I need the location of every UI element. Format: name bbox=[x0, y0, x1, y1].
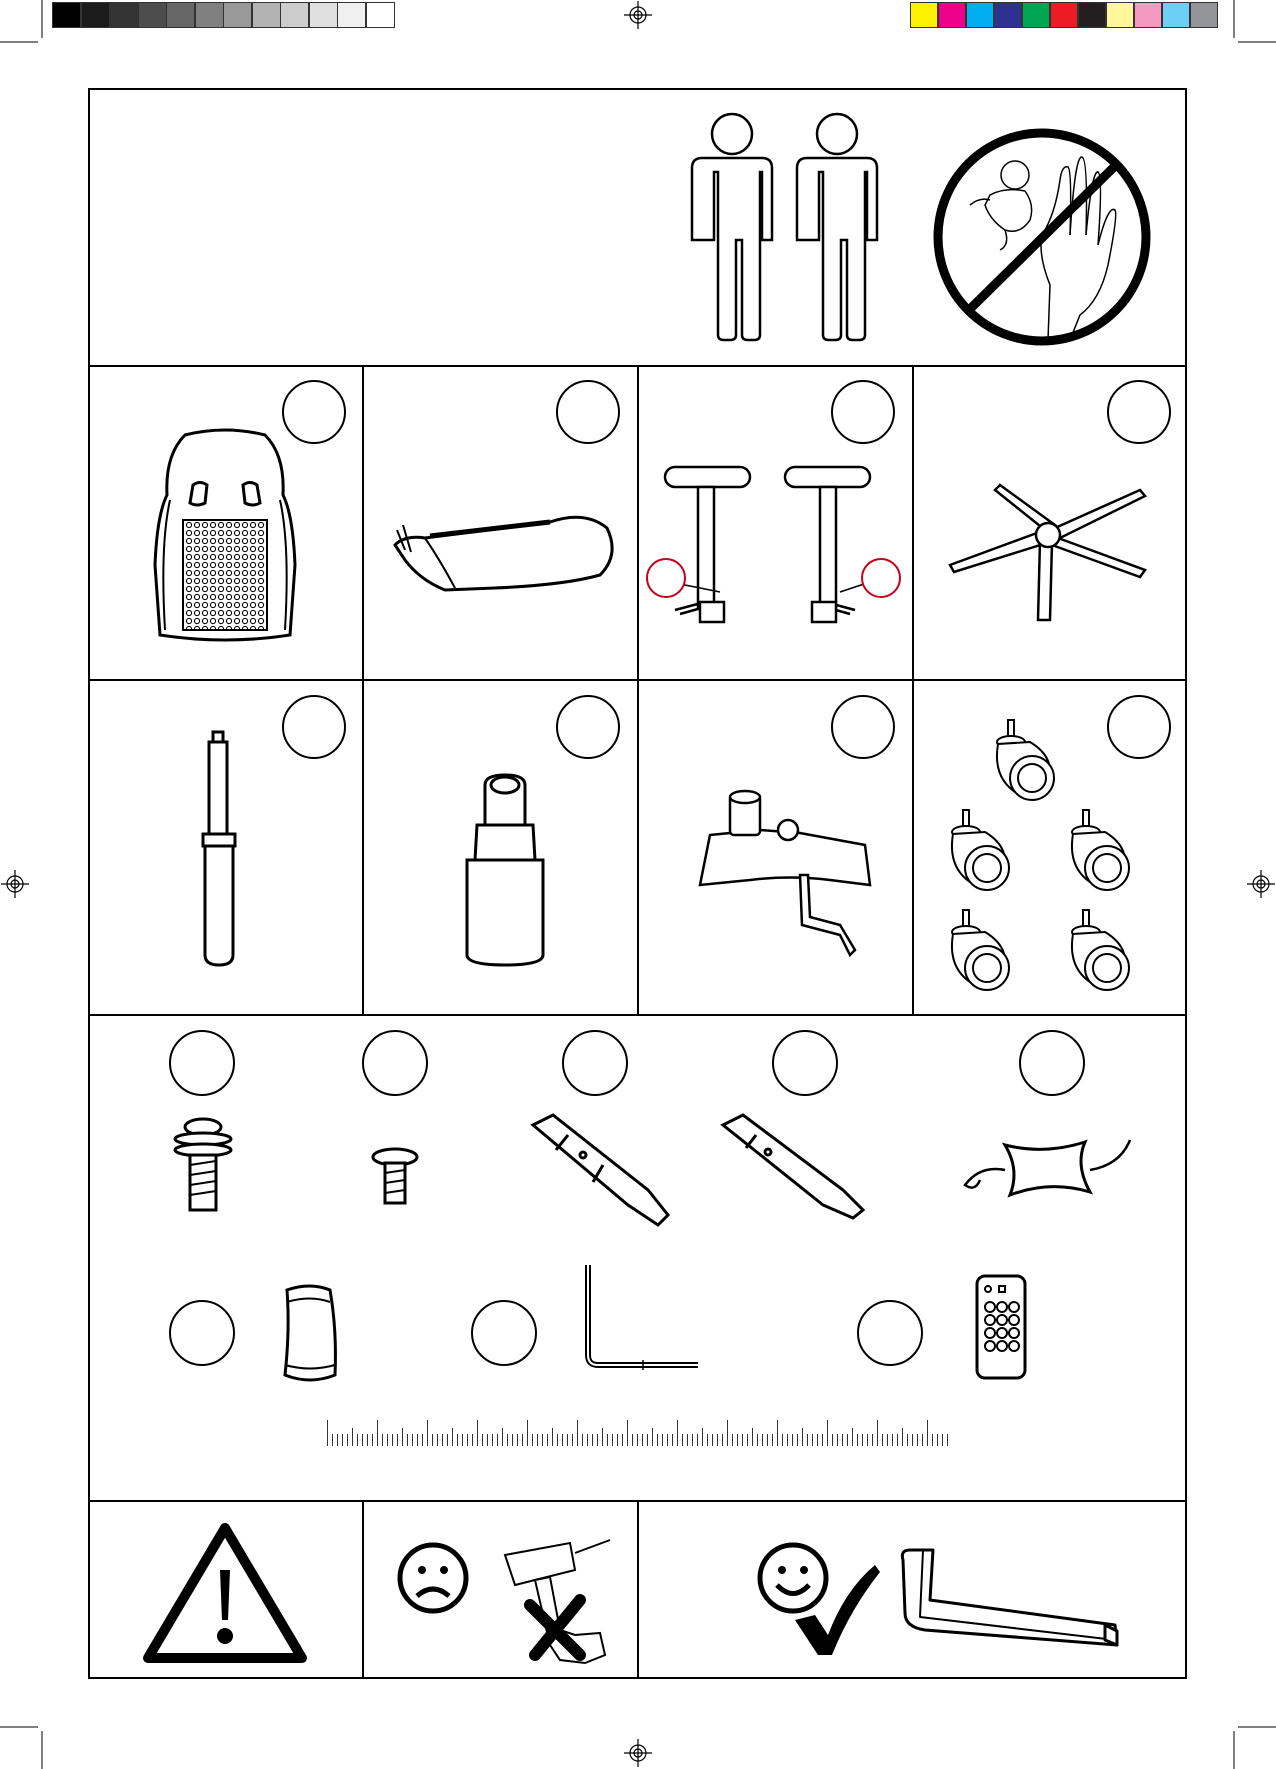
divider-hardware bbox=[88, 1014, 1187, 1016]
gray-swatch bbox=[52, 2, 81, 28]
gray-swatch bbox=[195, 2, 224, 28]
ruler-tick bbox=[367, 1434, 368, 1446]
ruler-tick bbox=[437, 1434, 438, 1446]
ruler-tick bbox=[467, 1434, 468, 1446]
ruler-tick bbox=[522, 1434, 523, 1446]
ruler-tick bbox=[592, 1434, 593, 1446]
part-label-circle-3 bbox=[831, 380, 895, 444]
color-swatch bbox=[1022, 2, 1050, 28]
ruler-tick bbox=[862, 1434, 863, 1446]
ruler-tick bbox=[782, 1434, 783, 1446]
ruler-tick bbox=[752, 1428, 753, 1446]
ruler-tick bbox=[502, 1428, 503, 1446]
color-swatch bbox=[1162, 2, 1190, 28]
gas-lift-cover-icon bbox=[455, 770, 555, 970]
tilt-mechanism-icon bbox=[690, 785, 880, 960]
ruler-tick bbox=[472, 1434, 473, 1446]
part-label-circle-4 bbox=[1107, 380, 1171, 444]
screwdriver-bit-icon-b bbox=[718, 1110, 868, 1220]
armrests-icon bbox=[660, 462, 905, 632]
small-bolt-icon bbox=[368, 1145, 423, 1210]
ruler-tick bbox=[697, 1434, 698, 1446]
casters-icon bbox=[940, 710, 1160, 1000]
hex-key-icon bbox=[895, 1545, 1125, 1655]
gas-lift-icon bbox=[195, 730, 245, 970]
lumbar-pillow-icon bbox=[955, 1130, 1140, 1205]
ruler-tick bbox=[637, 1434, 638, 1446]
ruler-tick bbox=[792, 1434, 793, 1446]
ruler-tick bbox=[582, 1434, 583, 1446]
ruler-tick bbox=[332, 1434, 333, 1446]
two-persons-icon bbox=[680, 110, 890, 340]
gray-swatch bbox=[337, 2, 366, 28]
ruler-tick bbox=[867, 1434, 868, 1446]
gray-swatch bbox=[223, 2, 252, 28]
hardware-label-circle-3 bbox=[562, 1030, 628, 1096]
ruler-tick bbox=[882, 1434, 883, 1446]
ruler-tick bbox=[492, 1434, 493, 1446]
ruler-tick bbox=[512, 1434, 513, 1446]
ruler-tick bbox=[907, 1434, 908, 1446]
ruler-tick bbox=[612, 1434, 613, 1446]
warning-triangle-icon bbox=[140, 1520, 310, 1665]
ruler-tick bbox=[827, 1420, 828, 1446]
large-bolt-icon bbox=[168, 1115, 238, 1215]
ruler-tick bbox=[847, 1434, 848, 1446]
hardware-label-circle-6 bbox=[169, 1300, 235, 1366]
color-swatch bbox=[966, 2, 994, 28]
ruler-tick bbox=[912, 1434, 913, 1446]
screwdriver-bit-icon bbox=[528, 1110, 678, 1230]
ruler-tick bbox=[597, 1434, 598, 1446]
footer-divider-1 bbox=[362, 1500, 364, 1679]
ruler-tick bbox=[902, 1428, 903, 1446]
ruler-tick bbox=[627, 1420, 628, 1446]
ruler-tick bbox=[837, 1434, 838, 1446]
ruler-tick bbox=[872, 1434, 873, 1446]
ruler-tick bbox=[682, 1434, 683, 1446]
col-divider-1 bbox=[362, 365, 364, 1014]
ruler-tick bbox=[562, 1434, 563, 1446]
ruler-tick bbox=[337, 1434, 338, 1446]
gray-swatch bbox=[280, 2, 309, 28]
ruler-tick bbox=[662, 1434, 663, 1446]
ruler-tick bbox=[767, 1434, 768, 1446]
ruler-tick bbox=[362, 1434, 363, 1446]
ruler-tick bbox=[832, 1434, 833, 1446]
ruler-tick bbox=[802, 1428, 803, 1446]
hardware-label-circle-7 bbox=[471, 1300, 537, 1366]
ruler-tick bbox=[692, 1434, 693, 1446]
ruler-tick bbox=[887, 1434, 888, 1446]
ruler-tick bbox=[917, 1434, 918, 1446]
ruler-tick bbox=[632, 1434, 633, 1446]
ruler-tick bbox=[507, 1434, 508, 1446]
ruler-tick bbox=[352, 1428, 353, 1446]
ruler-tick bbox=[732, 1434, 733, 1446]
color-swatch bbox=[1078, 2, 1106, 28]
allen-key-icon bbox=[578, 1260, 703, 1370]
ruler-tick bbox=[712, 1434, 713, 1446]
ruler-tick bbox=[432, 1434, 433, 1446]
ruler-tick bbox=[722, 1434, 723, 1446]
ruler-tick bbox=[617, 1434, 618, 1446]
ruler-tick bbox=[427, 1420, 428, 1446]
armrest-detail-circle-left bbox=[646, 558, 686, 598]
ruler-tick bbox=[717, 1434, 718, 1446]
ruler-tick bbox=[897, 1434, 898, 1446]
color-swatch bbox=[994, 2, 1022, 28]
five-star-base-icon bbox=[940, 480, 1160, 630]
color-swatch bbox=[910, 2, 938, 28]
gray-swatch bbox=[81, 2, 110, 28]
color-swatch bbox=[1106, 2, 1134, 28]
ruler-tick bbox=[412, 1434, 413, 1446]
ruler-tick bbox=[747, 1434, 748, 1446]
seat-cushion-icon bbox=[385, 500, 625, 600]
no-children-icon bbox=[930, 125, 1160, 345]
ruler-tick bbox=[497, 1434, 498, 1446]
measurement-ruler bbox=[327, 1418, 947, 1446]
ruler-tick bbox=[532, 1434, 533, 1446]
ruler-tick bbox=[927, 1420, 928, 1446]
ruler-tick bbox=[942, 1434, 943, 1446]
ruler-tick bbox=[622, 1434, 623, 1446]
ruler-tick bbox=[457, 1434, 458, 1446]
ruler-tick bbox=[922, 1434, 923, 1446]
checkmark-icon bbox=[790, 1560, 880, 1660]
ruler-tick bbox=[702, 1428, 703, 1446]
ruler-tick bbox=[357, 1434, 358, 1446]
ruler-tick bbox=[657, 1434, 658, 1446]
ruler-tick bbox=[527, 1420, 528, 1446]
ruler-tick bbox=[667, 1434, 668, 1446]
ruler-tick bbox=[387, 1434, 388, 1446]
ruler-tick bbox=[552, 1428, 553, 1446]
gray-swatch bbox=[309, 2, 338, 28]
gray-swatch bbox=[138, 2, 167, 28]
ruler-tick bbox=[482, 1434, 483, 1446]
part-label-circle-2 bbox=[556, 380, 620, 444]
ruler-tick bbox=[857, 1434, 858, 1446]
remote-control-icon bbox=[972, 1273, 1032, 1383]
ruler-tick bbox=[487, 1434, 488, 1446]
gray-swatch bbox=[166, 2, 195, 28]
ruler-tick bbox=[517, 1434, 518, 1446]
color-swatch bbox=[938, 2, 966, 28]
ruler-tick bbox=[787, 1434, 788, 1446]
armrest-detail-circle-right bbox=[861, 558, 901, 598]
ruler-tick bbox=[757, 1434, 758, 1446]
chair-backrest-icon bbox=[145, 425, 305, 645]
ruler-tick bbox=[417, 1434, 418, 1446]
footer-divider-2 bbox=[637, 1500, 639, 1679]
part-label-circle-5 bbox=[282, 695, 346, 759]
no-power-drill-icon bbox=[500, 1535, 620, 1665]
ruler-tick bbox=[652, 1428, 653, 1446]
ruler-tick bbox=[852, 1428, 853, 1446]
ruler-tick bbox=[377, 1420, 378, 1446]
ruler-tick bbox=[762, 1434, 763, 1446]
ruler-tick bbox=[772, 1434, 773, 1446]
ruler-tick bbox=[447, 1434, 448, 1446]
ruler-tick bbox=[932, 1434, 933, 1446]
ruler-tick bbox=[797, 1434, 798, 1446]
ruler-tick bbox=[542, 1434, 543, 1446]
ruler-tick bbox=[402, 1428, 403, 1446]
ruler-tick bbox=[397, 1434, 398, 1446]
ruler-tick bbox=[842, 1434, 843, 1446]
ruler-tick bbox=[477, 1420, 478, 1446]
ruler-tick bbox=[707, 1434, 708, 1446]
hardware-label-circle-4 bbox=[772, 1030, 838, 1096]
ruler-tick bbox=[737, 1434, 738, 1446]
ruler-tick bbox=[557, 1434, 558, 1446]
ruler-tick bbox=[947, 1434, 948, 1446]
ruler-tick bbox=[347, 1434, 348, 1446]
ruler-tick bbox=[672, 1434, 673, 1446]
color-swatch bbox=[1134, 2, 1162, 28]
part-label-circle-7 bbox=[831, 695, 895, 759]
hardware-label-circle-2 bbox=[362, 1030, 428, 1096]
ruler-tick bbox=[937, 1434, 938, 1446]
gray-swatch bbox=[109, 2, 138, 28]
ruler-tick bbox=[727, 1420, 728, 1446]
ruler-tick bbox=[547, 1434, 548, 1446]
ruler-tick bbox=[892, 1434, 893, 1446]
gray-swatch bbox=[366, 2, 395, 28]
sad-face-icon bbox=[395, 1540, 475, 1620]
ruler-tick bbox=[382, 1434, 383, 1446]
color-swatch bbox=[1050, 2, 1078, 28]
ruler-tick bbox=[422, 1434, 423, 1446]
ruler-tick bbox=[392, 1434, 393, 1446]
part-label-circle-6 bbox=[556, 695, 620, 759]
ruler-tick bbox=[812, 1434, 813, 1446]
ruler-tick bbox=[677, 1420, 678, 1446]
ruler-tick bbox=[342, 1434, 343, 1446]
ruler-tick bbox=[817, 1434, 818, 1446]
ruler-tick bbox=[607, 1434, 608, 1446]
hardware-label-circle-8 bbox=[857, 1300, 923, 1366]
ruler-tick bbox=[407, 1434, 408, 1446]
ruler-tick bbox=[877, 1420, 878, 1446]
ruler-tick bbox=[537, 1434, 538, 1446]
ruler-tick bbox=[567, 1434, 568, 1446]
gray-swatch bbox=[252, 2, 281, 28]
ruler-tick bbox=[442, 1434, 443, 1446]
ruler-tick bbox=[822, 1434, 823, 1446]
color-swatch bbox=[1190, 2, 1218, 28]
ruler-tick bbox=[647, 1434, 648, 1446]
ruler-tick bbox=[372, 1434, 373, 1446]
ruler-tick bbox=[462, 1434, 463, 1446]
ruler-tick bbox=[602, 1428, 603, 1446]
ruler-tick bbox=[572, 1434, 573, 1446]
ruler-tick bbox=[327, 1420, 328, 1446]
ruler-tick bbox=[742, 1434, 743, 1446]
ruler-tick bbox=[452, 1428, 453, 1446]
ruler-tick bbox=[687, 1434, 688, 1446]
ruler-tick bbox=[577, 1420, 578, 1446]
col-divider-3 bbox=[912, 365, 914, 1014]
ruler-tick bbox=[587, 1434, 588, 1446]
col-divider-2 bbox=[637, 365, 639, 1014]
ruler-tick bbox=[807, 1434, 808, 1446]
hardware-label-circle-1 bbox=[169, 1030, 235, 1096]
hardware-label-circle-5 bbox=[1019, 1030, 1085, 1096]
ruler-tick bbox=[777, 1420, 778, 1446]
head-pillow-icon bbox=[275, 1280, 345, 1390]
ruler-tick bbox=[642, 1434, 643, 1446]
